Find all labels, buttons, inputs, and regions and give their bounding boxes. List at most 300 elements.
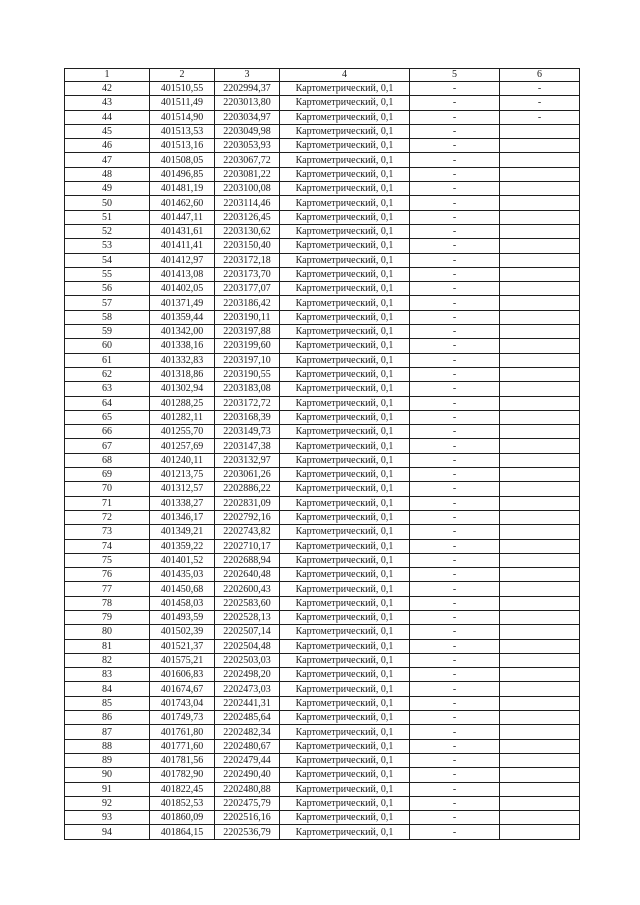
column-6-cell bbox=[500, 210, 580, 224]
column-6-cell bbox=[500, 768, 580, 782]
method-accuracy-cell: Картометрический, 0,1 bbox=[280, 82, 410, 96]
table-row bbox=[65, 496, 580, 510]
point-number-cell: 47 bbox=[65, 153, 150, 167]
table-row bbox=[65, 610, 580, 624]
point-number-cell: 75 bbox=[65, 553, 150, 567]
column-6-cell bbox=[500, 711, 580, 725]
table-row bbox=[65, 339, 580, 353]
column-6-cell bbox=[500, 496, 580, 510]
column-6-cell bbox=[500, 825, 580, 839]
table-row bbox=[65, 811, 580, 825]
column-6-cell bbox=[500, 239, 580, 253]
point-number-cell: 86 bbox=[65, 711, 150, 725]
column-5-cell: - bbox=[410, 568, 500, 582]
method-accuracy-cell: Картометрический, 0,1 bbox=[280, 796, 410, 810]
method-accuracy-cell: Картометрический, 0,1 bbox=[280, 625, 410, 639]
column-6-cell: - bbox=[500, 82, 580, 96]
column-6-cell bbox=[500, 625, 580, 639]
x-coordinate-cell: 401771,60 bbox=[150, 739, 215, 753]
y-coordinate-cell: 2202504,48 bbox=[215, 639, 280, 653]
y-coordinate-cell: 2203126,45 bbox=[215, 210, 280, 224]
column-5-cell: - bbox=[410, 396, 500, 410]
point-number-cell: 59 bbox=[65, 325, 150, 339]
y-coordinate-cell: 2202507,14 bbox=[215, 625, 280, 639]
point-number-cell: 81 bbox=[65, 639, 150, 653]
y-coordinate-cell: 2203183,08 bbox=[215, 382, 280, 396]
y-coordinate-cell: 2203173,70 bbox=[215, 267, 280, 281]
x-coordinate-cell: 401413,08 bbox=[150, 267, 215, 281]
column-6-cell: - bbox=[500, 110, 580, 124]
table-row bbox=[65, 410, 580, 424]
column-5-cell: - bbox=[410, 196, 500, 210]
column-header-5: 5 bbox=[410, 69, 500, 82]
table-row bbox=[65, 282, 580, 296]
column-6-cell bbox=[500, 610, 580, 624]
y-coordinate-cell: 2203061,26 bbox=[215, 468, 280, 482]
y-coordinate-cell: 2202490,40 bbox=[215, 768, 280, 782]
method-accuracy-cell: Картометрический, 0,1 bbox=[280, 367, 410, 381]
point-number-cell: 53 bbox=[65, 239, 150, 253]
column-6-cell bbox=[500, 353, 580, 367]
column-5-cell: - bbox=[410, 239, 500, 253]
method-accuracy-cell: Картометрический, 0,1 bbox=[280, 496, 410, 510]
y-coordinate-cell: 2203114,46 bbox=[215, 196, 280, 210]
table-row bbox=[65, 382, 580, 396]
x-coordinate-cell: 401402,05 bbox=[150, 282, 215, 296]
point-number-cell: 51 bbox=[65, 210, 150, 224]
method-accuracy-cell: Картометрический, 0,1 bbox=[280, 267, 410, 281]
y-coordinate-cell: 2202503,03 bbox=[215, 653, 280, 667]
y-coordinate-cell: 2202640,48 bbox=[215, 568, 280, 582]
method-accuracy-cell: Картометрический, 0,1 bbox=[280, 768, 410, 782]
column-6-cell bbox=[500, 682, 580, 696]
point-number-cell: 92 bbox=[65, 796, 150, 810]
y-coordinate-cell: 2202743,82 bbox=[215, 525, 280, 539]
table-row bbox=[65, 96, 580, 110]
x-coordinate-cell: 401502,39 bbox=[150, 625, 215, 639]
x-coordinate-cell: 401782,90 bbox=[150, 768, 215, 782]
point-number-cell: 72 bbox=[65, 510, 150, 524]
column-5-cell: - bbox=[410, 596, 500, 610]
x-coordinate-cell: 401462,60 bbox=[150, 196, 215, 210]
x-coordinate-cell: 401450,68 bbox=[150, 582, 215, 596]
column-6-cell bbox=[500, 510, 580, 524]
column-5-cell: - bbox=[410, 668, 500, 682]
y-coordinate-cell: 2203081,22 bbox=[215, 167, 280, 181]
column-5-cell: - bbox=[410, 582, 500, 596]
method-accuracy-cell: Картометрический, 0,1 bbox=[280, 468, 410, 482]
column-5-cell: - bbox=[410, 753, 500, 767]
table-row bbox=[65, 153, 580, 167]
y-coordinate-cell: 2202583,60 bbox=[215, 596, 280, 610]
column-6-cell bbox=[500, 339, 580, 353]
column-6-cell bbox=[500, 410, 580, 424]
column-6-cell bbox=[500, 325, 580, 339]
point-number-cell: 50 bbox=[65, 196, 150, 210]
method-accuracy-cell: Картометрический, 0,1 bbox=[280, 539, 410, 553]
method-accuracy-cell: Картометрический, 0,1 bbox=[280, 239, 410, 253]
x-coordinate-cell: 401332,83 bbox=[150, 353, 215, 367]
y-coordinate-cell: 2202831,09 bbox=[215, 496, 280, 510]
column-6-cell: - bbox=[500, 96, 580, 110]
column-6-cell bbox=[500, 639, 580, 653]
column-5-cell: - bbox=[410, 439, 500, 453]
column-5-cell: - bbox=[410, 224, 500, 238]
point-number-cell: 62 bbox=[65, 367, 150, 381]
column-6-cell bbox=[500, 167, 580, 181]
x-coordinate-cell: 401338,27 bbox=[150, 496, 215, 510]
table-row bbox=[65, 296, 580, 310]
method-accuracy-cell: Картометрический, 0,1 bbox=[280, 310, 410, 324]
point-number-cell: 88 bbox=[65, 739, 150, 753]
point-number-cell: 83 bbox=[65, 668, 150, 682]
table-row bbox=[65, 711, 580, 725]
point-number-cell: 69 bbox=[65, 468, 150, 482]
y-coordinate-cell: 2202528,13 bbox=[215, 610, 280, 624]
table-row bbox=[65, 253, 580, 267]
table-row bbox=[65, 468, 580, 482]
column-6-cell bbox=[500, 153, 580, 167]
column-6-cell bbox=[500, 224, 580, 238]
y-coordinate-cell: 2202480,67 bbox=[215, 739, 280, 753]
table-row bbox=[65, 696, 580, 710]
x-coordinate-cell: 401511,49 bbox=[150, 96, 215, 110]
coordinates-table bbox=[64, 68, 580, 840]
x-coordinate-cell: 401302,94 bbox=[150, 382, 215, 396]
column-6-cell bbox=[500, 668, 580, 682]
x-coordinate-cell: 401496,85 bbox=[150, 167, 215, 181]
point-number-cell: 60 bbox=[65, 339, 150, 353]
column-5-cell: - bbox=[410, 811, 500, 825]
column-6-cell bbox=[500, 196, 580, 210]
x-coordinate-cell: 401342,00 bbox=[150, 325, 215, 339]
point-number-cell: 52 bbox=[65, 224, 150, 238]
column-6-cell bbox=[500, 539, 580, 553]
table-row bbox=[65, 739, 580, 753]
column-6-cell bbox=[500, 253, 580, 267]
table-row bbox=[65, 239, 580, 253]
table-row bbox=[65, 653, 580, 667]
column-5-cell: - bbox=[410, 796, 500, 810]
table-row bbox=[65, 325, 580, 339]
column-5-cell: - bbox=[410, 496, 500, 510]
x-coordinate-cell: 401240,11 bbox=[150, 453, 215, 467]
y-coordinate-cell: 2203100,08 bbox=[215, 182, 280, 196]
point-number-cell: 73 bbox=[65, 525, 150, 539]
point-number-cell: 49 bbox=[65, 182, 150, 196]
x-coordinate-cell: 401860,09 bbox=[150, 811, 215, 825]
column-5-cell: - bbox=[410, 310, 500, 324]
y-coordinate-cell: 2202480,88 bbox=[215, 782, 280, 796]
table-row bbox=[65, 510, 580, 524]
x-coordinate-cell: 401575,21 bbox=[150, 653, 215, 667]
column-5-cell: - bbox=[410, 639, 500, 653]
point-number-cell: 85 bbox=[65, 696, 150, 710]
x-coordinate-cell: 401359,44 bbox=[150, 310, 215, 324]
y-coordinate-cell: 2202475,79 bbox=[215, 796, 280, 810]
x-coordinate-cell: 401349,21 bbox=[150, 525, 215, 539]
y-coordinate-cell: 2202485,64 bbox=[215, 711, 280, 725]
x-coordinate-cell: 401749,73 bbox=[150, 711, 215, 725]
column-6-cell bbox=[500, 267, 580, 281]
column-5-cell: - bbox=[410, 625, 500, 639]
table-row bbox=[65, 224, 580, 238]
y-coordinate-cell: 2203186,42 bbox=[215, 296, 280, 310]
column-5-cell: - bbox=[410, 96, 500, 110]
table-row bbox=[65, 825, 580, 839]
column-6-cell bbox=[500, 396, 580, 410]
column-5-cell: - bbox=[410, 153, 500, 167]
column-5-cell: - bbox=[410, 510, 500, 524]
point-number-cell: 54 bbox=[65, 253, 150, 267]
y-coordinate-cell: 2202710,17 bbox=[215, 539, 280, 553]
x-coordinate-cell: 401213,75 bbox=[150, 468, 215, 482]
table-row bbox=[65, 353, 580, 367]
y-coordinate-cell: 2202600,43 bbox=[215, 582, 280, 596]
method-accuracy-cell: Картометрический, 0,1 bbox=[280, 711, 410, 725]
y-coordinate-cell: 2202516,16 bbox=[215, 811, 280, 825]
table-row bbox=[65, 553, 580, 567]
column-5-cell: - bbox=[410, 210, 500, 224]
method-accuracy-cell: Картометрический, 0,1 bbox=[280, 639, 410, 653]
y-coordinate-cell: 2203013,80 bbox=[215, 96, 280, 110]
column-6-cell bbox=[500, 482, 580, 496]
x-coordinate-cell: 401458,03 bbox=[150, 596, 215, 610]
method-accuracy-cell: Картометрический, 0,1 bbox=[280, 568, 410, 582]
method-accuracy-cell: Картометрический, 0,1 bbox=[280, 210, 410, 224]
x-coordinate-cell: 401257,69 bbox=[150, 439, 215, 453]
table-row bbox=[65, 768, 580, 782]
column-5-cell: - bbox=[410, 167, 500, 181]
x-coordinate-cell: 401514,90 bbox=[150, 110, 215, 124]
point-number-cell: 55 bbox=[65, 267, 150, 281]
point-number-cell: 71 bbox=[65, 496, 150, 510]
column-header-6: 6 bbox=[500, 69, 580, 82]
column-5-cell: - bbox=[410, 553, 500, 567]
x-coordinate-cell: 401508,05 bbox=[150, 153, 215, 167]
point-number-cell: 63 bbox=[65, 382, 150, 396]
point-number-cell: 65 bbox=[65, 410, 150, 424]
y-coordinate-cell: 2203172,18 bbox=[215, 253, 280, 267]
x-coordinate-cell: 401761,80 bbox=[150, 725, 215, 739]
method-accuracy-cell: Картометрический, 0,1 bbox=[280, 525, 410, 539]
method-accuracy-cell: Картометрический, 0,1 bbox=[280, 124, 410, 138]
x-coordinate-cell: 401371,49 bbox=[150, 296, 215, 310]
x-coordinate-cell: 401411,41 bbox=[150, 239, 215, 253]
point-number-cell: 87 bbox=[65, 725, 150, 739]
point-number-cell: 56 bbox=[65, 282, 150, 296]
column-5-cell: - bbox=[410, 253, 500, 267]
y-coordinate-cell: 2203149,73 bbox=[215, 425, 280, 439]
method-accuracy-cell: Картометрический, 0,1 bbox=[280, 782, 410, 796]
table-row bbox=[65, 396, 580, 410]
y-coordinate-cell: 2202479,44 bbox=[215, 753, 280, 767]
method-accuracy-cell: Картометрический, 0,1 bbox=[280, 725, 410, 739]
method-accuracy-cell: Картометрический, 0,1 bbox=[280, 339, 410, 353]
point-number-cell: 70 bbox=[65, 482, 150, 496]
column-5-cell: - bbox=[410, 296, 500, 310]
column-5-cell: - bbox=[410, 482, 500, 496]
point-number-cell: 78 bbox=[65, 596, 150, 610]
column-5-cell: - bbox=[410, 539, 500, 553]
point-number-cell: 84 bbox=[65, 682, 150, 696]
column-5-cell: - bbox=[410, 124, 500, 138]
table-row bbox=[65, 310, 580, 324]
column-5-cell: - bbox=[410, 768, 500, 782]
y-coordinate-cell: 2203049,98 bbox=[215, 124, 280, 138]
column-6-cell bbox=[500, 696, 580, 710]
y-coordinate-cell: 2203172,72 bbox=[215, 396, 280, 410]
y-coordinate-cell: 2203147,38 bbox=[215, 439, 280, 453]
column-6-cell bbox=[500, 653, 580, 667]
method-accuracy-cell: Картометрический, 0,1 bbox=[280, 425, 410, 439]
column-5-cell: - bbox=[410, 739, 500, 753]
column-6-cell bbox=[500, 782, 580, 796]
method-accuracy-cell: Картометрический, 0,1 bbox=[280, 325, 410, 339]
column-5-cell: - bbox=[410, 696, 500, 710]
y-coordinate-cell: 2202688,94 bbox=[215, 553, 280, 567]
column-6-cell bbox=[500, 139, 580, 153]
point-number-cell: 90 bbox=[65, 768, 150, 782]
column-6-cell bbox=[500, 382, 580, 396]
method-accuracy-cell: Картометрический, 0,1 bbox=[280, 553, 410, 567]
method-accuracy-cell: Картометрический, 0,1 bbox=[280, 196, 410, 210]
y-coordinate-cell: 2203190,11 bbox=[215, 310, 280, 324]
column-5-cell: - bbox=[410, 367, 500, 381]
method-accuracy-cell: Картометрический, 0,1 bbox=[280, 410, 410, 424]
y-coordinate-cell: 2202498,20 bbox=[215, 668, 280, 682]
table-row bbox=[65, 367, 580, 381]
x-coordinate-cell: 401359,22 bbox=[150, 539, 215, 553]
method-accuracy-cell: Картометрический, 0,1 bbox=[280, 453, 410, 467]
table-row bbox=[65, 639, 580, 653]
table-row bbox=[65, 182, 580, 196]
column-6-cell bbox=[500, 282, 580, 296]
table-row bbox=[65, 753, 580, 767]
column-header-1: 1 bbox=[65, 69, 150, 82]
table-row bbox=[65, 525, 580, 539]
method-accuracy-cell: Картометрический, 0,1 bbox=[280, 153, 410, 167]
table-body bbox=[65, 82, 580, 840]
table-row bbox=[65, 425, 580, 439]
method-accuracy-cell: Картометрический, 0,1 bbox=[280, 224, 410, 238]
x-coordinate-cell: 401431,61 bbox=[150, 224, 215, 238]
point-number-cell: 42 bbox=[65, 82, 150, 96]
x-coordinate-cell: 401674,67 bbox=[150, 682, 215, 696]
method-accuracy-cell: Картометрический, 0,1 bbox=[280, 282, 410, 296]
x-coordinate-cell: 401255,70 bbox=[150, 425, 215, 439]
y-coordinate-cell: 2203177,07 bbox=[215, 282, 280, 296]
column-5-cell: - bbox=[410, 339, 500, 353]
column-5-cell: - bbox=[410, 425, 500, 439]
y-coordinate-cell: 2202994,37 bbox=[215, 82, 280, 96]
column-header-3: 3 bbox=[215, 69, 280, 82]
y-coordinate-cell: 2203034,97 bbox=[215, 110, 280, 124]
method-accuracy-cell: Картометрический, 0,1 bbox=[280, 396, 410, 410]
x-coordinate-cell: 401781,56 bbox=[150, 753, 215, 767]
column-5-cell: - bbox=[410, 410, 500, 424]
x-coordinate-cell: 401521,37 bbox=[150, 639, 215, 653]
column-6-cell bbox=[500, 796, 580, 810]
method-accuracy-cell: Картометрический, 0,1 bbox=[280, 482, 410, 496]
x-coordinate-cell: 401401,52 bbox=[150, 553, 215, 567]
y-coordinate-cell: 2202473,03 bbox=[215, 682, 280, 696]
column-6-cell bbox=[500, 124, 580, 138]
table-row bbox=[65, 439, 580, 453]
column-6-cell bbox=[500, 439, 580, 453]
method-accuracy-cell: Картометрический, 0,1 bbox=[280, 253, 410, 267]
table-row bbox=[65, 267, 580, 281]
column-5-cell: - bbox=[410, 711, 500, 725]
column-5-cell: - bbox=[410, 282, 500, 296]
point-number-cell: 79 bbox=[65, 610, 150, 624]
point-number-cell: 45 bbox=[65, 124, 150, 138]
method-accuracy-cell: Картометрический, 0,1 bbox=[280, 825, 410, 839]
x-coordinate-cell: 401864,15 bbox=[150, 825, 215, 839]
x-coordinate-cell: 401318,86 bbox=[150, 367, 215, 381]
x-coordinate-cell: 401510,55 bbox=[150, 82, 215, 96]
y-coordinate-cell: 2203067,72 bbox=[215, 153, 280, 167]
method-accuracy-cell: Картометрический, 0,1 bbox=[280, 753, 410, 767]
column-5-cell: - bbox=[410, 825, 500, 839]
column-6-cell bbox=[500, 182, 580, 196]
x-coordinate-cell: 401852,53 bbox=[150, 796, 215, 810]
method-accuracy-cell: Картометрический, 0,1 bbox=[280, 696, 410, 710]
x-coordinate-cell: 401513,16 bbox=[150, 139, 215, 153]
table-row bbox=[65, 668, 580, 682]
method-accuracy-cell: Картометрический, 0,1 bbox=[280, 439, 410, 453]
column-6-cell bbox=[500, 739, 580, 753]
method-accuracy-cell: Картометрический, 0,1 bbox=[280, 382, 410, 396]
column-6-cell bbox=[500, 310, 580, 324]
point-number-cell: 48 bbox=[65, 167, 150, 181]
column-header-2: 2 bbox=[150, 69, 215, 82]
method-accuracy-cell: Картометрический, 0,1 bbox=[280, 296, 410, 310]
x-coordinate-cell: 401822,45 bbox=[150, 782, 215, 796]
y-coordinate-cell: 2203199,60 bbox=[215, 339, 280, 353]
column-5-cell: - bbox=[410, 782, 500, 796]
table-row bbox=[65, 210, 580, 224]
x-coordinate-cell: 401743,04 bbox=[150, 696, 215, 710]
point-number-cell: 94 bbox=[65, 825, 150, 839]
method-accuracy-cell: Картометрический, 0,1 bbox=[280, 110, 410, 124]
point-number-cell: 46 bbox=[65, 139, 150, 153]
column-5-cell: - bbox=[410, 725, 500, 739]
point-number-cell: 68 bbox=[65, 453, 150, 467]
table-row bbox=[65, 582, 580, 596]
y-coordinate-cell: 2202441,31 bbox=[215, 696, 280, 710]
point-number-cell: 74 bbox=[65, 539, 150, 553]
column-6-cell bbox=[500, 468, 580, 482]
method-accuracy-cell: Картометрический, 0,1 bbox=[280, 811, 410, 825]
x-coordinate-cell: 401288,25 bbox=[150, 396, 215, 410]
column-6-cell bbox=[500, 296, 580, 310]
column-6-cell bbox=[500, 811, 580, 825]
y-coordinate-cell: 2203150,40 bbox=[215, 239, 280, 253]
point-number-cell: 77 bbox=[65, 582, 150, 596]
x-coordinate-cell: 401435,03 bbox=[150, 568, 215, 582]
table-row bbox=[65, 782, 580, 796]
table-row bbox=[65, 482, 580, 496]
y-coordinate-cell: 2202792,16 bbox=[215, 510, 280, 524]
method-accuracy-cell: Картометрический, 0,1 bbox=[280, 596, 410, 610]
column-6-cell bbox=[500, 553, 580, 567]
x-coordinate-cell: 401412,97 bbox=[150, 253, 215, 267]
point-number-cell: 89 bbox=[65, 753, 150, 767]
method-accuracy-cell: Картометрический, 0,1 bbox=[280, 167, 410, 181]
point-number-cell: 76 bbox=[65, 568, 150, 582]
x-coordinate-cell: 401493,59 bbox=[150, 610, 215, 624]
